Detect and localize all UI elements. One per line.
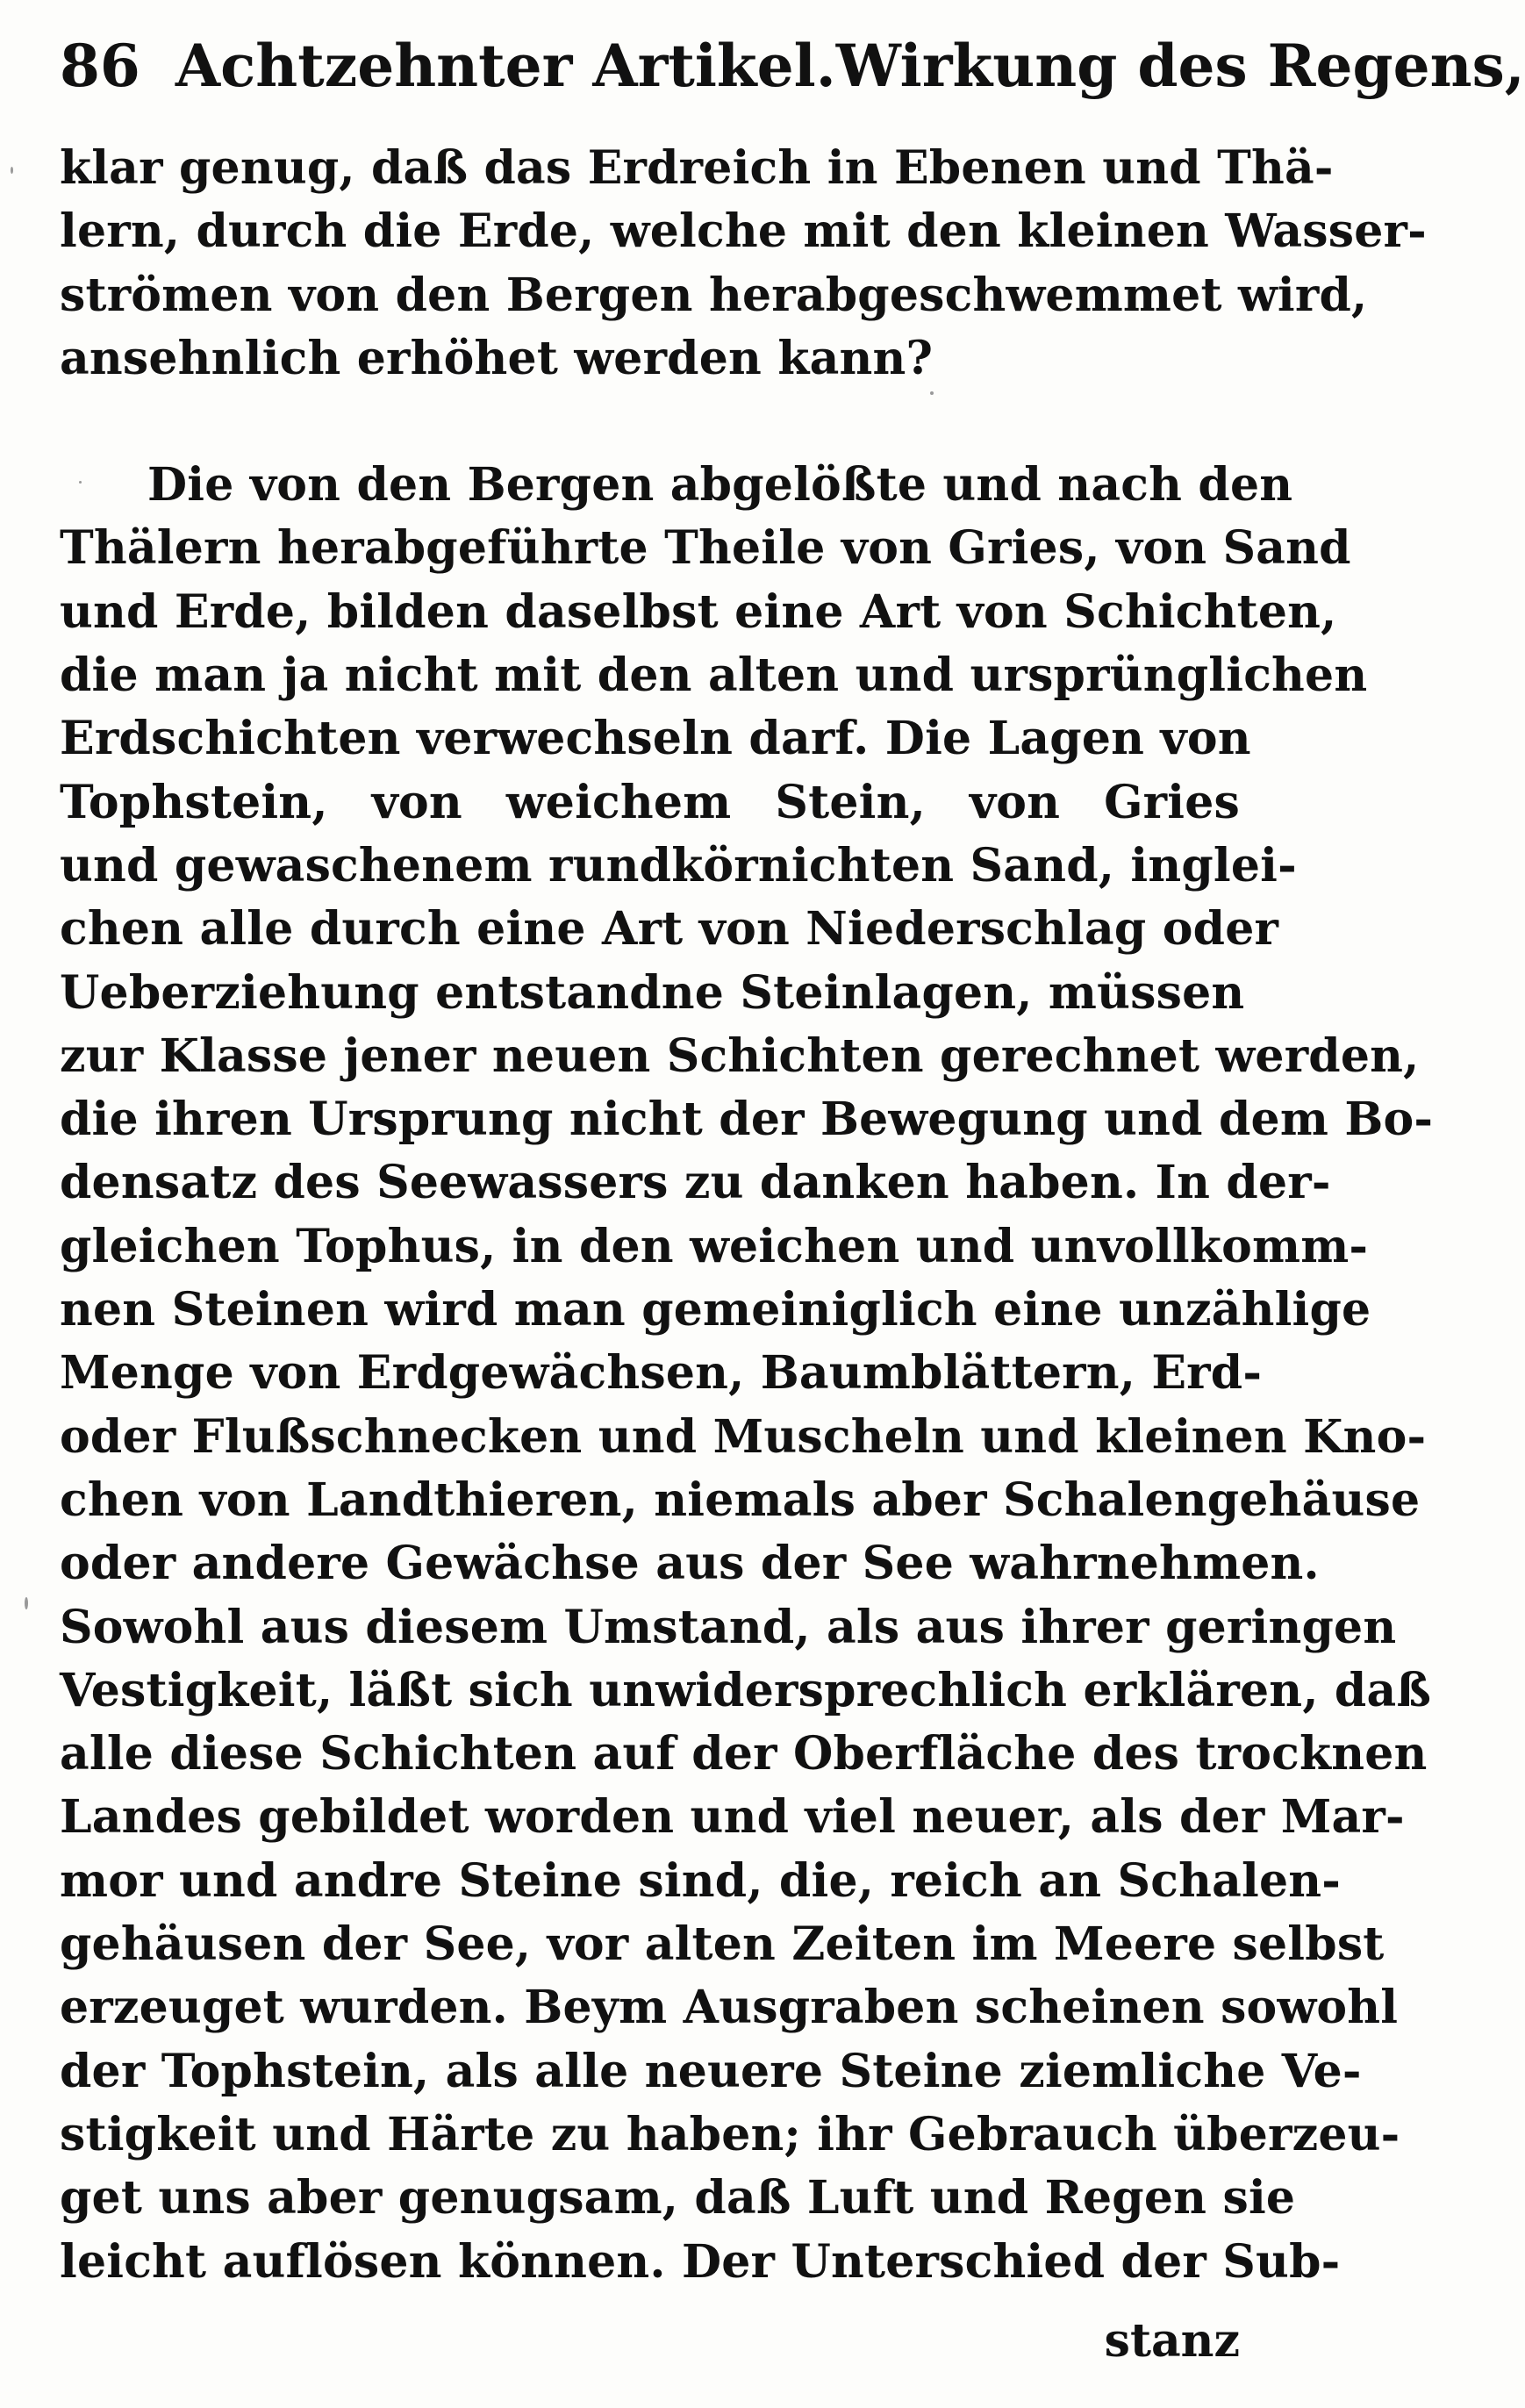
text-line: Thälern herabgeführte Theile von Gries, von Sand: [60, 521, 1351, 576]
text-line: Sowohl aus diesem Umstand, als aus ihrer geringen: [60, 1600, 1397, 1654]
paragraph-1: [60, 137, 1427, 391]
running-header: [60, 32, 1525, 137]
text-line: und Erde, bilden daselbst eine Art von Schichten,: [60, 584, 1337, 639]
paragraph-2: [60, 454, 1434, 2294]
text-line: strömen von den Bergen herabgeschwemmet wird,: [60, 268, 1368, 322]
text-line: der Tophstein, als alle neuere Steine ziemliche Ve-: [60, 2044, 1362, 2098]
text-line: lern, durch die Erde, welche mit den kleinen Wasser-: [60, 204, 1427, 259]
text-line: nen Steinen wird man gemeiniglich eine unzählige: [60, 1283, 1371, 1337]
text-line: und gewaschenem rundkörnichten Sand, inglei-: [60, 838, 1297, 892]
article-heading: Achtzehnter Artikel.: [175, 32, 836, 100]
text-line: Landes gebildet worden und viel neuer, als der Mar-: [60, 1790, 1405, 1845]
text-line: Vestigkeit, läßt sich unwidersprechlich erklären, daß: [60, 1663, 1432, 1717]
text-line: ansehnlich erhöhet werden kann?: [60, 331, 934, 385]
paragraph-gap: [60, 391, 1240, 454]
text-line: get uns aber genugsam, daß Luft und Regen sie: [60, 2171, 1296, 2225]
text-line: chen von Landthieren, niemals aber Schalengehäuse: [60, 1473, 1421, 1527]
text-line: mor und andre Steine sind, die, reich an Schalen-: [60, 1853, 1342, 1908]
text-line: alle diese Schichten auf der Oberfläche des trocknen: [60, 1727, 1428, 1781]
text-line: Die von den Bergen abgelößte und nach den: [147, 458, 1293, 512]
text-line: gleichen Tophus, in den weichen und unvollkomm-: [60, 1219, 1369, 1273]
paper-speck: [25, 1597, 28, 1609]
text-line: densatz des Seewassers zu danken haben. In der-: [60, 1156, 1331, 1210]
text-line: erzeuget wurden. Beym Ausgraben scheinen sowohl: [60, 1981, 1399, 2035]
page: [60, 32, 1525, 2294]
text-line: gehäusen der See, vor alten Zeiten im Meere selbst: [60, 1917, 1385, 1972]
text-line: die ihren Ursprung nicht der Bewegung und dem Bo-: [60, 1093, 1434, 1147]
text-line: klar genug, daß das Erdreich in Ebenen und Thä-: [60, 141, 1334, 195]
text-line: chen alle durch eine Art von Niederschlag oder: [60, 902, 1279, 957]
text-line: Tophstein, von weichem Stein, von Gries: [60, 775, 1240, 829]
text-line: die man ja nicht mit den alten und ursprünglichen: [60, 649, 1368, 703]
text-line: stigkeit und Härte zu haben; ihr Gebrauch überzeu-: [60, 2107, 1400, 2161]
text-line: zur Klasse jener neuen Schichten gerechnet werden,: [60, 1028, 1420, 1083]
paper-speck: [79, 481, 82, 484]
text-line: oder Flußschnecken und Muscheln und kleinen Kno-: [60, 1409, 1427, 1464]
text-line: Erdschichten verwechseln darf. Die Lagen von: [60, 712, 1251, 766]
catchword: stanz: [1104, 2314, 1240, 2368]
text-line: oder andere Gewächse aus der See wahrnehmen.: [60, 1537, 1320, 1591]
paper-speck: [11, 167, 13, 174]
text-line: Ueberziehung entstandne Steinlagen, müssen: [60, 965, 1245, 1020]
page-number: 86: [60, 32, 140, 100]
paper-speck: [930, 391, 934, 395]
text-line: Menge von Erdgewächsen, Baumblättern, Erd-: [60, 1346, 1263, 1401]
text-line: leicht auflösen können. Der Unterschied der Sub-: [60, 2234, 1341, 2289]
running-title: Wirkung des Regens,: [835, 32, 1525, 100]
